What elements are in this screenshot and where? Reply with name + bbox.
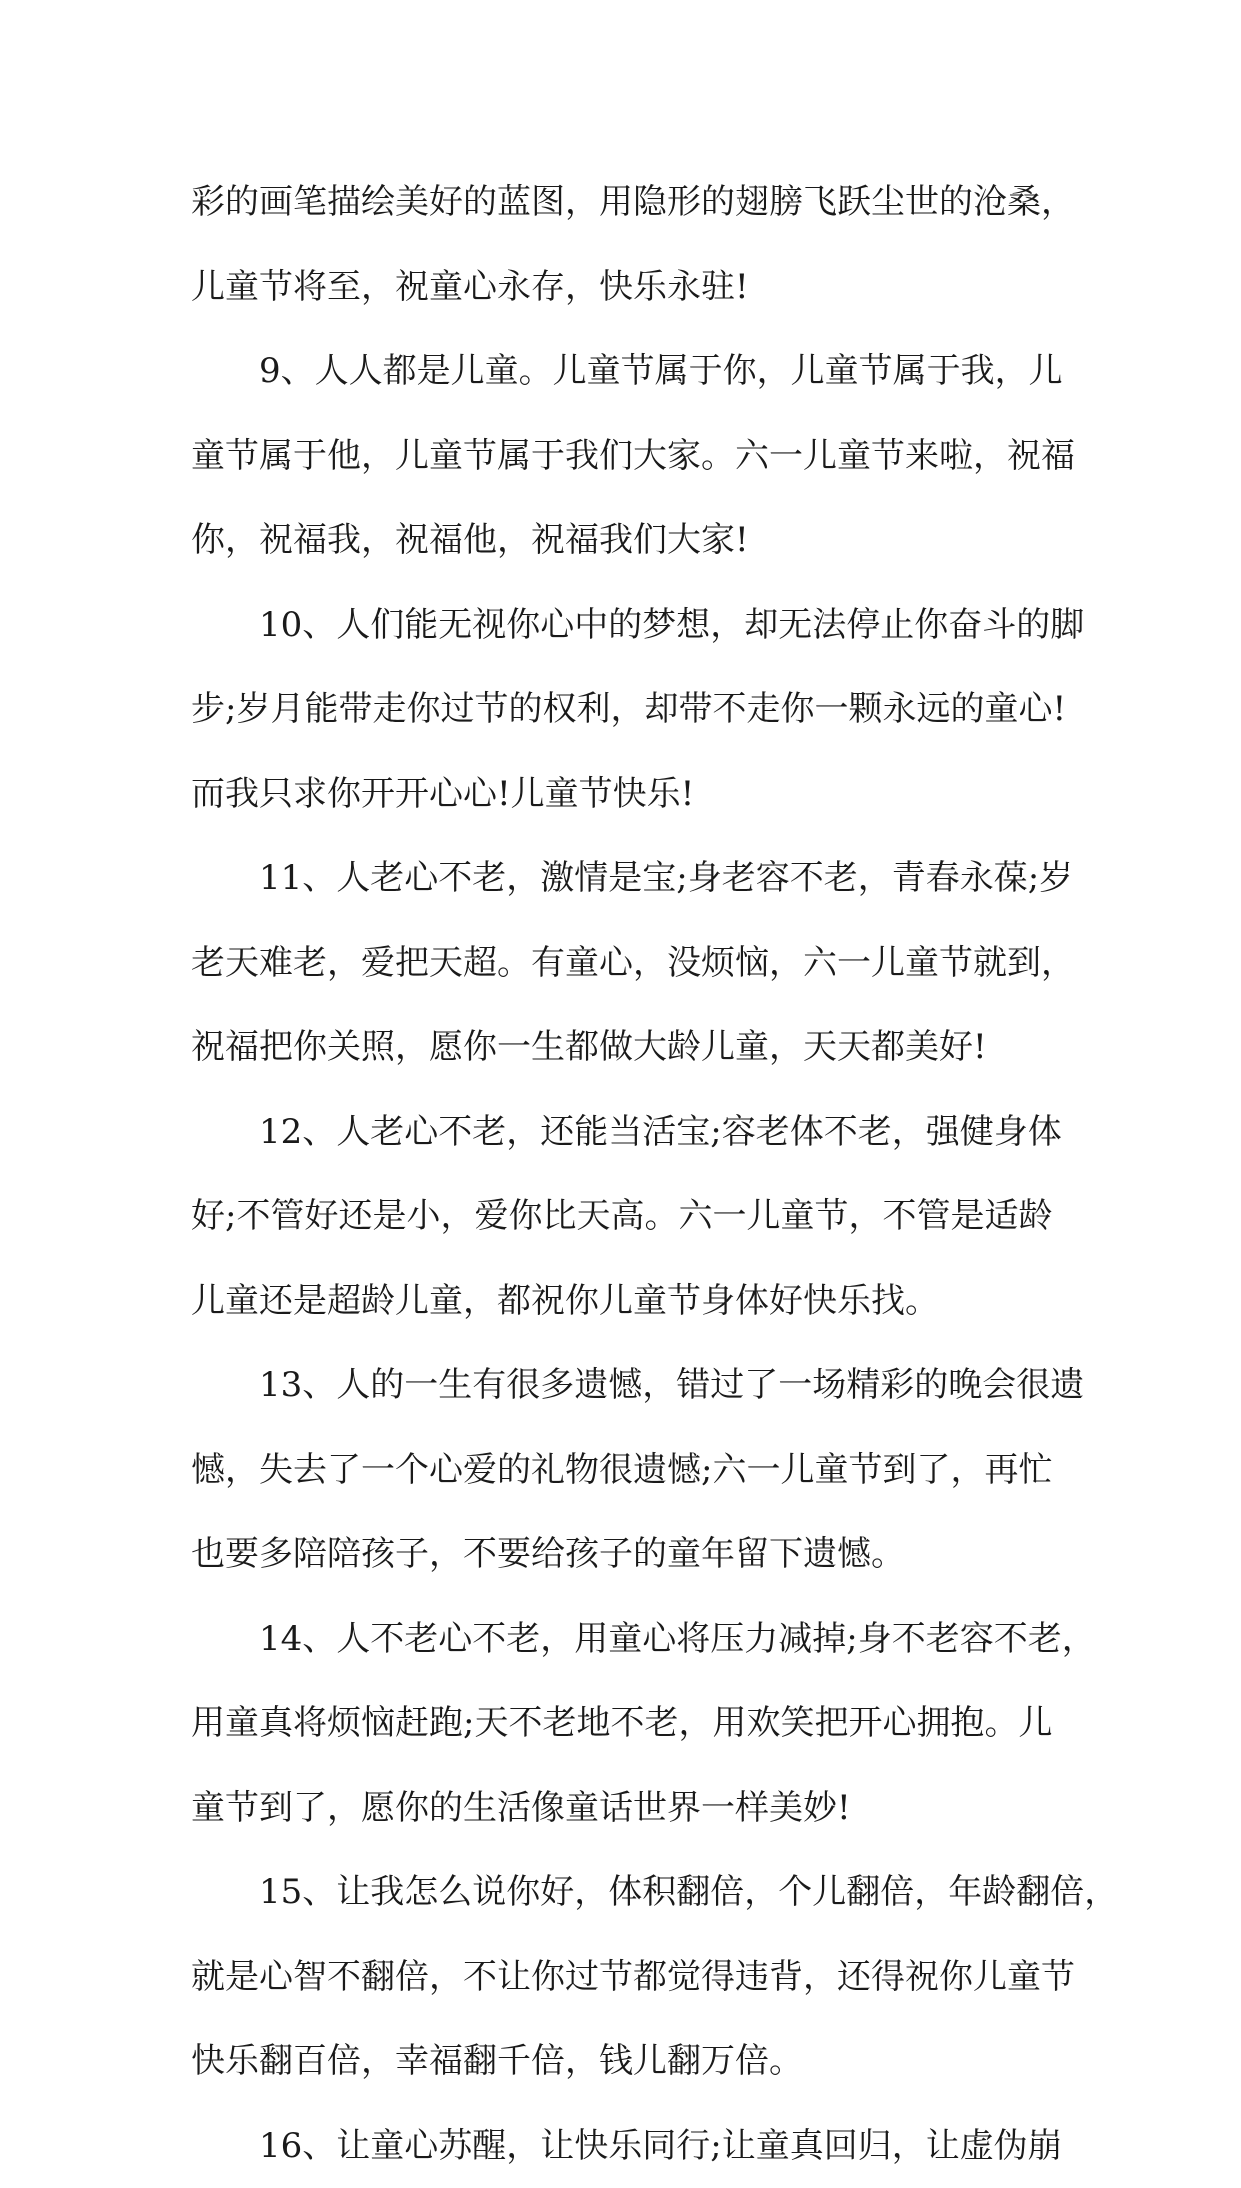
text-line: 童节属于他，儿童节属于我们大家。六一儿童节来啦，祝福 (191, 414, 1051, 499)
text-line: 12、人老心不老，还能当活宝;容老体不老，强健身体 (191, 1090, 1051, 1175)
text-line: 好;不管好还是小，爱你比天高。六一儿童节，不管是适龄 (191, 1174, 1051, 1259)
text-line: 步;岁月能带走你过节的权利，却带不走你一颗永远的童心! (191, 667, 1051, 752)
text-line: 而我只求你开开心心!儿童节快乐! (191, 752, 1051, 837)
text-line: 祝福把你关照，愿你一生都做大龄儿童，天天都美好! (191, 1005, 1051, 1090)
text-line: 也要多陪陪孩子，不要给孩子的童年留下遗憾。 (191, 1512, 1051, 1597)
paragraph-item-9 (191, 329, 1051, 583)
text-line: 11、人老心不老，激情是宝;身老容不老，青春永葆;岁 (191, 836, 1051, 921)
paragraph-item-16 (191, 2104, 1051, 2188)
text-line: 儿童还是超龄儿童，都祝你儿童节身体好快乐找。 (191, 1259, 1051, 1344)
paragraph-item-14 (191, 1597, 1051, 1851)
paragraph-item-15 (191, 1850, 1051, 2104)
text-line: 就是心智不翻倍，不让你过节都觉得违背，还得祝你儿童节 (191, 1935, 1051, 2020)
paragraph-item-10 (191, 583, 1051, 837)
paragraph-item-11 (191, 836, 1051, 1090)
text-line: 10、人们能无视你心中的梦想，却无法停止你奋斗的脚 (191, 583, 1051, 668)
text-line: 13、人的一生有很多遗憾，错过了一场精彩的晚会很遗 (191, 1343, 1051, 1428)
text-line: 彩的画笔描绘美好的蓝图，用隐形的翅膀飞跃尘世的沧桑， (191, 160, 1051, 245)
text-line: 16、让童心苏醒，让快乐同行;让童真回归，让虚伪崩 (191, 2104, 1051, 2188)
text-line: 儿童节将至，祝童心永存，快乐永驻! (191, 245, 1051, 330)
text-line: 15、让我怎么说你好，体积翻倍，个儿翻倍，年龄翻倍， (191, 1850, 1051, 1935)
text-line: 14、人不老心不老，用童心将压力减掉;身不老容不老， (191, 1597, 1051, 1682)
text-line: 憾，失去了一个心爱的礼物很遗憾;六一儿童节到了，再忙 (191, 1428, 1051, 1513)
text-line: 快乐翻百倍，幸福翻千倍，钱儿翻万倍。 (191, 2019, 1051, 2104)
paragraph-continued (191, 160, 1051, 329)
paragraph-item-12 (191, 1090, 1051, 1344)
text-line: 9、人人都是儿童。儿童节属于你，儿童节属于我，儿 (191, 329, 1051, 414)
paragraph-item-13 (191, 1343, 1051, 1597)
text-line: 用童真将烦恼赶跑;天不老地不老，用欢笑把开心拥抱。儿 (191, 1681, 1051, 1766)
text-line: 童节到了，愿你的生活像童话世界一样美妙! (191, 1766, 1051, 1851)
text-line: 你，祝福我，祝福他，祝福我们大家! (191, 498, 1051, 583)
text-line: 老天难老，爱把天超。有童心，没烦恼，六一儿童节就到， (191, 921, 1051, 1006)
document-body (191, 160, 1051, 2188)
